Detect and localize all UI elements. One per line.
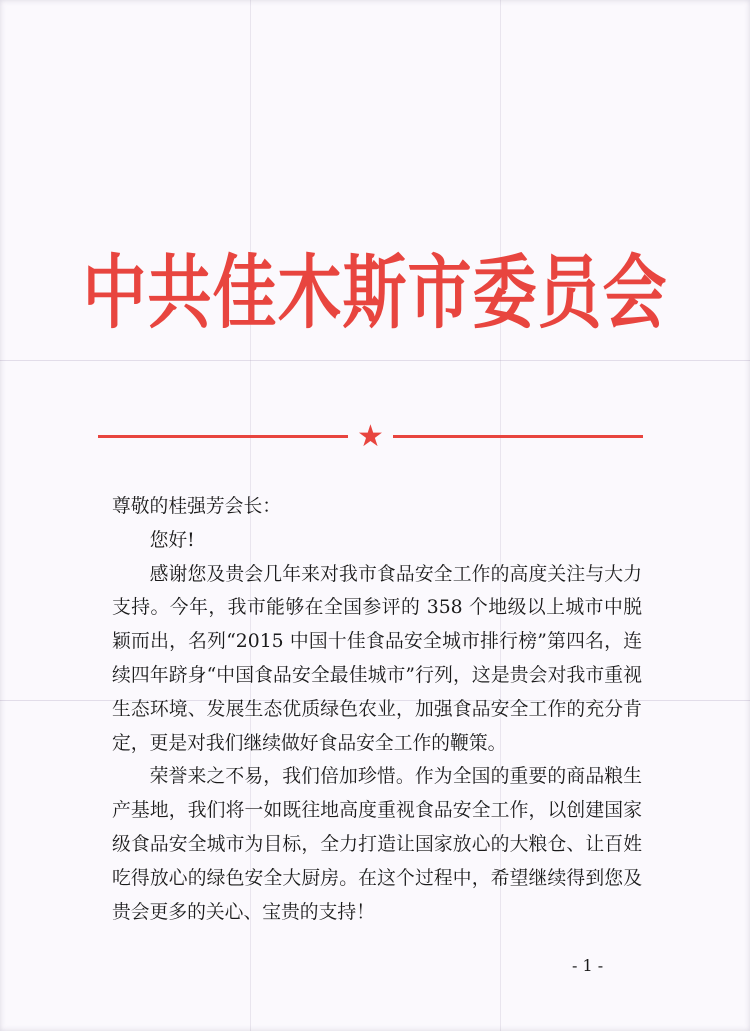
salutation: 尊敬的桂强芳会长： [112, 496, 282, 517]
letter-body [112, 490, 642, 929]
greeting: 您好! [149, 529, 195, 551]
page-number: - 1 - [572, 956, 604, 975]
letterhead-rule-right [393, 435, 643, 438]
paragraph-thanks: 感谢您及贵会几年来对我市食品安全工作的高度关注与大力支持。今年，我市能够在全国参评的 358 个地级以上城市中脱颖而出，名列“2015 中国十佳食品安全城市排行榜”第四名，连续四年跻身“中国食品安全最佳城市”行列，这是贵会对我市重视生态环境、发展生态优质绿色农业，加强食品安全工作的充分肯定，更是对我们继续做好食品安全工作的鞭策。 [112, 563, 642, 754]
star-icon: ★ [357, 419, 384, 454]
letterhead-title: 中共佳木斯市委员会 [82, 246, 668, 341]
paper-fold-line [0, 360, 750, 361]
letterhead-rule-left [98, 435, 348, 438]
paragraph-commitment: 荣誉来之不易，我们倍加珍惜。作为全国的重要的商品粮生产基地，我们将一如既往地高度重视食品安全工作，以创建国家级食品安全城市为目标，全力打造让国家放心的大粮仓、让百姓吃得放心的绿色安全大厨房。在这个过程中，希望继续得到您及贵会更多的关心、宝贵的支持！ [112, 766, 642, 923]
